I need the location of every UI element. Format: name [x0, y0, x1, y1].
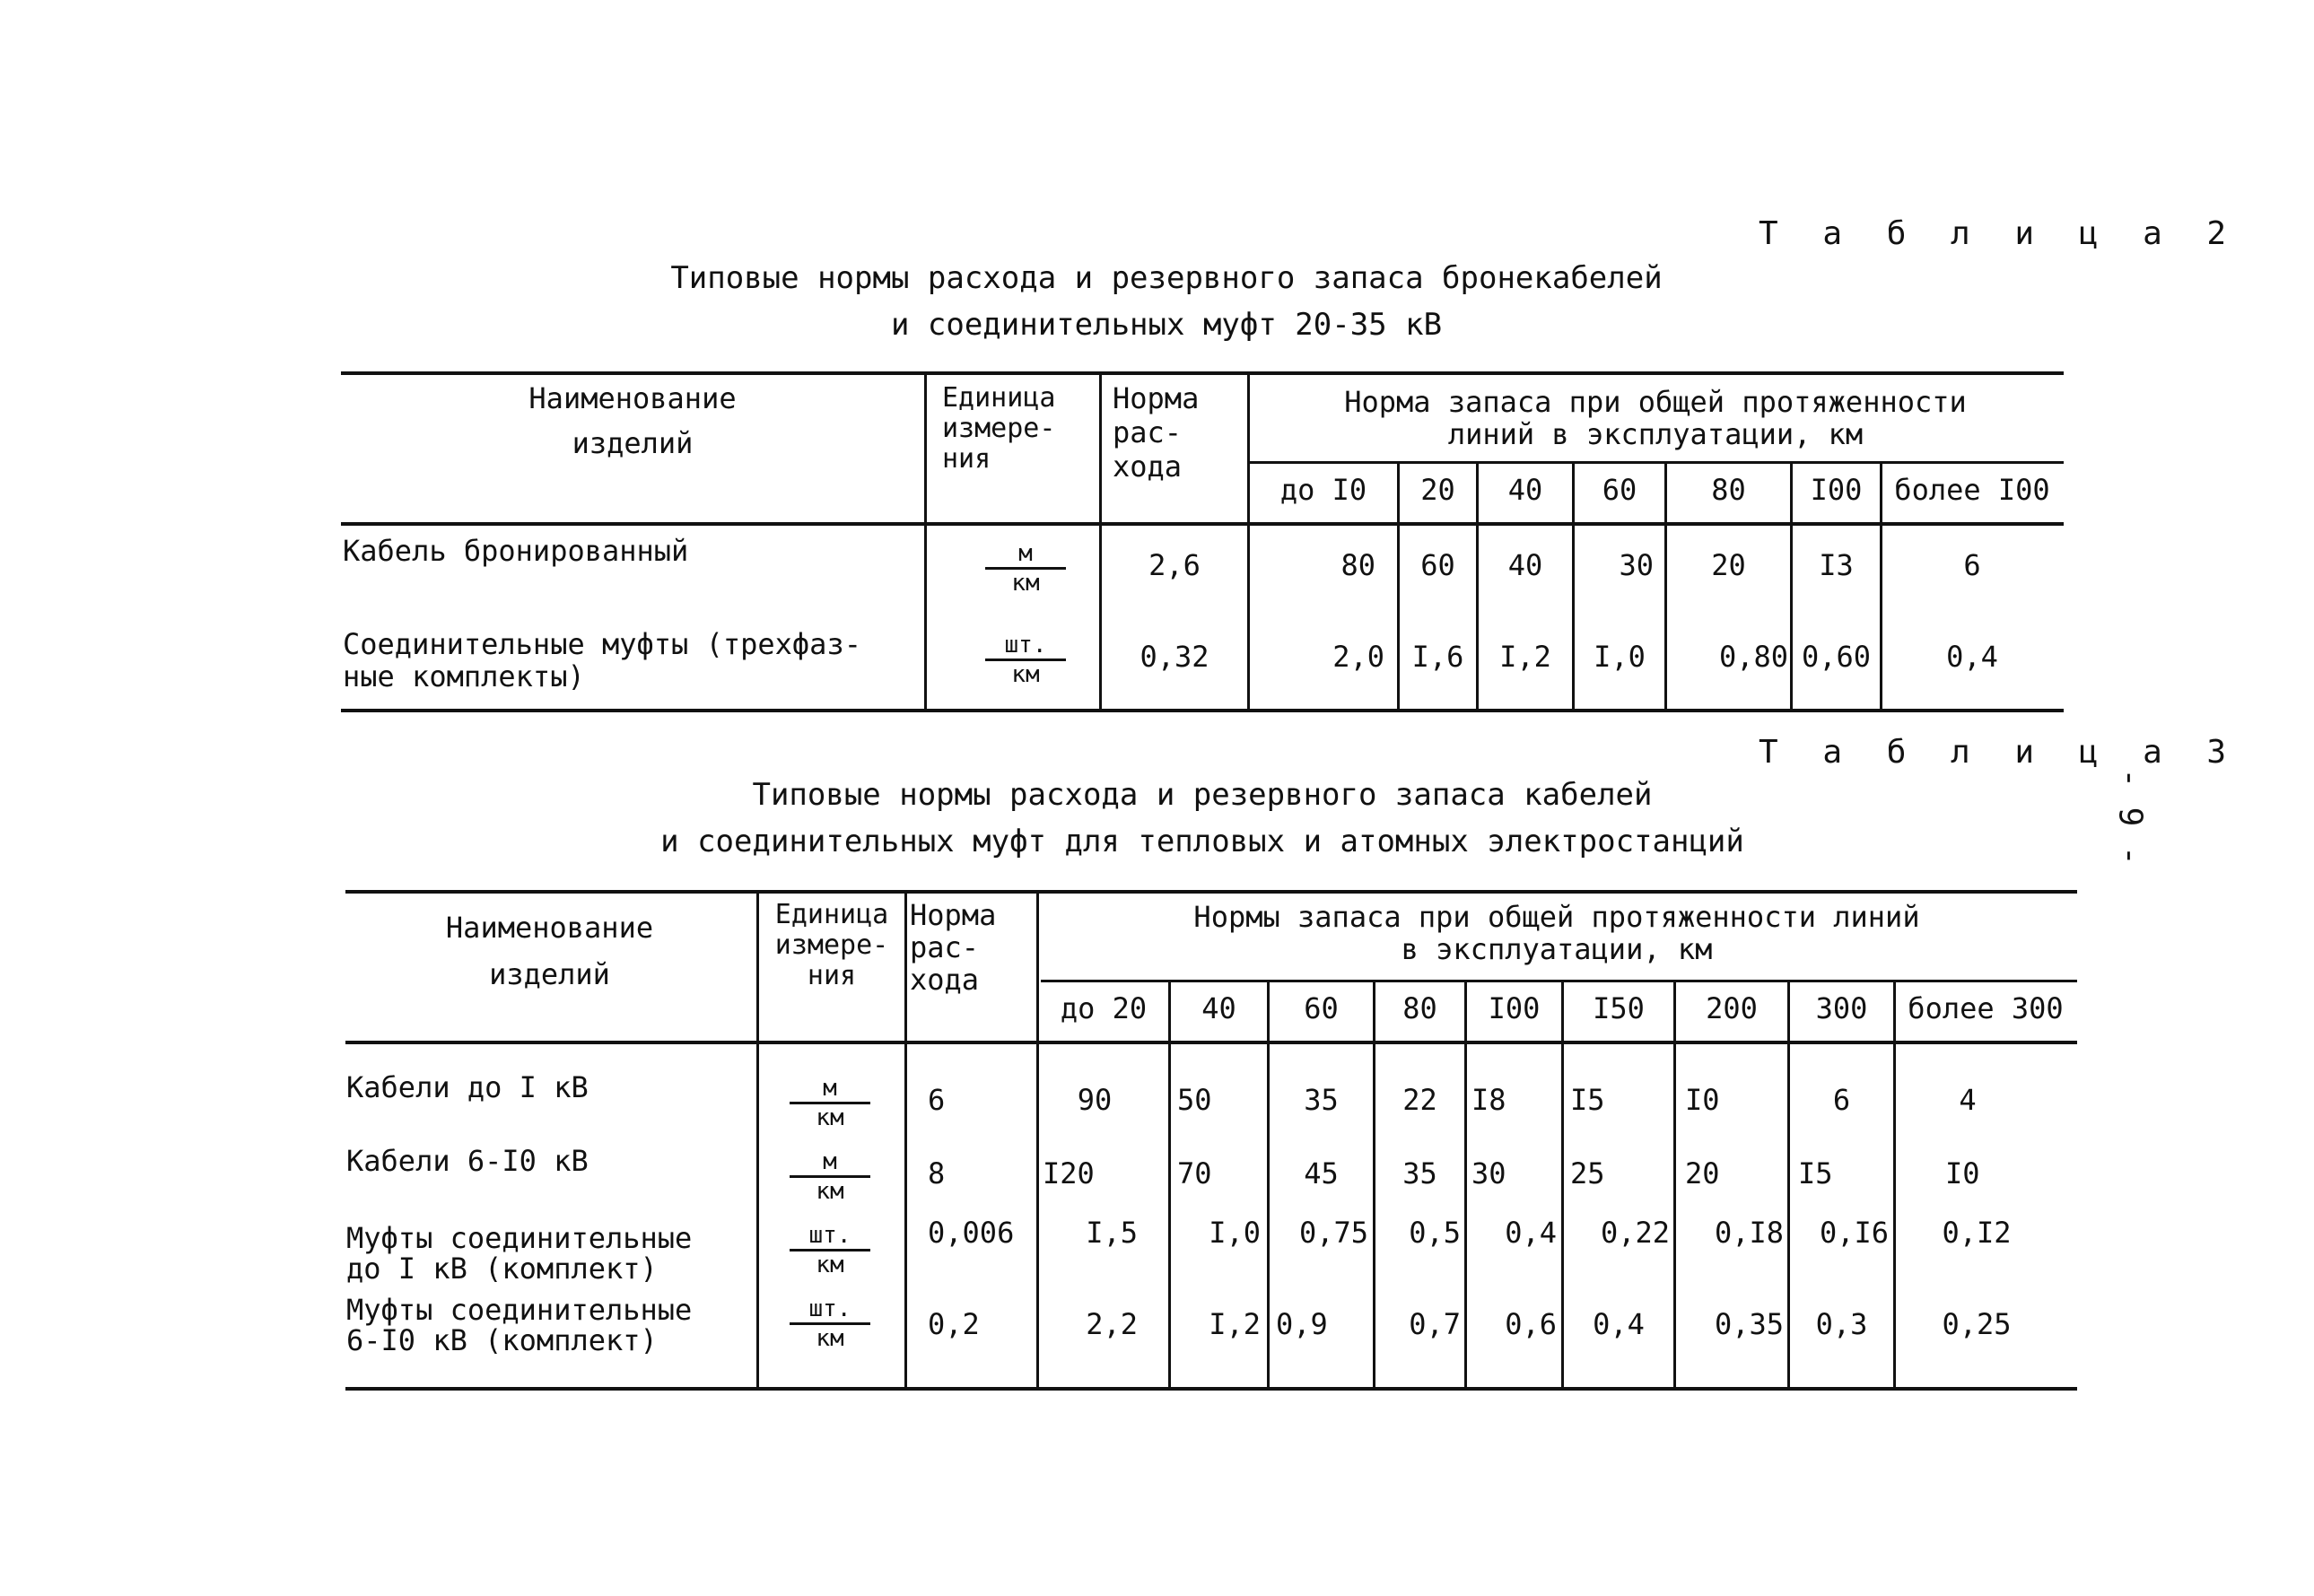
t2-header-name-1: Наименование [528, 381, 737, 415]
t3-col-1: 40 [1201, 991, 1236, 1025]
t3-row1-v0: 90 [1077, 1083, 1113, 1117]
t3-col-4: I00 [1488, 991, 1541, 1025]
t3-header-norm-2: рас- [910, 930, 980, 964]
t2-row1-v2: 40 [1507, 548, 1543, 582]
t3-row3-v8: 0,I2 [1942, 1216, 2012, 1250]
t3-row3-v6: 0,I8 [1714, 1216, 1784, 1250]
t3-header-unit-3: ния [807, 960, 857, 991]
t2-header-norm-3: хода [1113, 449, 1183, 484]
t3-row2-v5: 25 [1570, 1156, 1605, 1190]
t3-row4-v2: 0,9 [1276, 1307, 1328, 1341]
t3-row2-name: Кабели 6-I0 кВ [346, 1144, 589, 1178]
t3-row2-v8: I0 [1945, 1156, 1980, 1190]
t2-header-reserve-2: линий в эксплуатации, км [1447, 417, 1864, 451]
t3-row1-v1: 50 [1177, 1083, 1212, 1117]
t3-row4-v6: 0,35 [1714, 1307, 1784, 1341]
t3-row2-norm: 8 [928, 1156, 946, 1190]
t2-row1-v1: 60 [1420, 548, 1455, 582]
t3-header-norm-1: Норма [910, 898, 997, 932]
t3-row2-v6: 20 [1685, 1156, 1720, 1190]
table2-title-line2: и соединительных муфт 20-35 кВ [890, 307, 1443, 343]
t3-col-6: 200 [1706, 991, 1758, 1025]
t2-col-1: 20 [1420, 473, 1455, 507]
t3-row3-name-1: Муфты соединительные [346, 1221, 693, 1255]
t2-row2-v3: I,0 [1594, 640, 1646, 674]
t3-row3-name-2: до I кВ (комплект) [346, 1252, 658, 1286]
t3-row2-v0: I20 [1043, 1156, 1095, 1190]
t3-header-name-1: Наименование [445, 911, 654, 945]
t3-row2-v2: 45 [1304, 1156, 1339, 1190]
t2-row1-v4: 20 [1711, 548, 1746, 582]
t2-row1-v6: 6 [1963, 548, 1981, 582]
t2-header-norm-1: Норма [1113, 381, 1200, 415]
t2-header-unit-3: ния [942, 443, 991, 475]
t3-row3-v7: 0,I6 [1819, 1216, 1889, 1250]
t3-row4-v1: I,2 [1209, 1307, 1261, 1341]
t3-header-unit-2: измере- [774, 929, 889, 961]
t3-row1-name: Кабели до I кВ [346, 1070, 589, 1104]
t2-col-4: 80 [1711, 473, 1746, 507]
table3-title-line2: и соединительных муфт для тепловых и атомных электростанций [660, 824, 1744, 859]
t2-header-unit-1: Единица [942, 382, 1056, 414]
t2-col-5: I00 [1810, 473, 1863, 507]
t2-header-norm-2: рас- [1113, 415, 1183, 449]
t3-row3-unit: шт. км [790, 1224, 870, 1277]
t3-header-reserve-2: в эксплуатации, км [1401, 932, 1713, 966]
table2-title-line1: Типовые нормы расхода и резервного запаса бронекабелей [670, 260, 1663, 296]
t3-row1-v6: I0 [1685, 1083, 1720, 1117]
t3-col-3: 80 [1402, 991, 1437, 1025]
t2-row2-v5: 0,60 [1801, 640, 1872, 674]
t2-row2-name-2: ные комплекты) [343, 659, 585, 693]
t3-row3-v1: I,0 [1209, 1216, 1261, 1250]
t2-row2-v0: 2,0 [1332, 640, 1384, 674]
t3-row2-v7: I5 [1798, 1156, 1833, 1190]
t2-row2-v6: 0,4 [1946, 640, 1998, 674]
table2-label: Т а б л и ц а 2 [1759, 215, 2240, 252]
t3-col-7: 300 [1815, 991, 1868, 1025]
t3-row2-v1: 70 [1177, 1156, 1212, 1190]
t3-row1-v2: 35 [1304, 1083, 1339, 1117]
t3-row4-v5: 0,4 [1593, 1307, 1645, 1341]
table3-label: Т а б л и ц а 3 [1759, 734, 2240, 771]
t3-header-reserve-1: Нормы запаса при общей протяженности линий [1193, 900, 1920, 934]
t3-row3-norm: 0,006 [928, 1216, 1015, 1250]
t3-row3-v2: 0,75 [1298, 1216, 1368, 1250]
t2-row1-name: Кабель бронированный [343, 534, 689, 568]
t3-col-0: до 20 [1060, 991, 1148, 1025]
t3-header-norm-3: хода [910, 963, 980, 997]
t2-row2-unit: шт. км [985, 633, 1066, 686]
t3-row2-v4: 30 [1471, 1156, 1506, 1190]
t3-row1-v5: I5 [1570, 1083, 1605, 1117]
t2-row1-unit: м км [985, 542, 1066, 595]
t3-row3-v4: 0,4 [1505, 1216, 1557, 1250]
t3-col-5: I50 [1593, 991, 1645, 1025]
t2-row2-v1: I,6 [1411, 640, 1464, 674]
t2-header-unit-2: измере- [942, 413, 1056, 444]
t3-row4-name-1: Муфты соединительные [346, 1293, 693, 1327]
t3-row4-unit: шт. км [790, 1297, 870, 1350]
t3-row4-v4: 0,6 [1505, 1307, 1557, 1341]
t3-row3-v3: 0,5 [1409, 1216, 1461, 1250]
t3-row1-v3: 22 [1402, 1083, 1437, 1117]
t3-row4-name-2: 6-I0 кВ (комплект) [346, 1323, 658, 1357]
t3-row4-v8: 0,25 [1942, 1307, 2012, 1341]
t2-row2-v2: I,2 [1499, 640, 1551, 674]
t3-row2-v3: 35 [1402, 1156, 1437, 1190]
t2-row1-norm: 2,6 [1148, 548, 1201, 582]
t3-row4-v0: 2,2 [1086, 1307, 1138, 1341]
t3-col-8: более 300 [1908, 991, 2064, 1025]
t2-header-name-2: изделий [572, 426, 694, 460]
t3-header-name-2: изделий [489, 957, 610, 991]
t3-row1-v4: I8 [1471, 1083, 1506, 1117]
t3-row3-v5: 0,22 [1600, 1216, 1670, 1250]
t3-row1-v8: 4 [1959, 1083, 1977, 1117]
t2-col-3: 60 [1602, 473, 1637, 507]
t2-header-reserve-1: Норма запаса при общей протяженности [1344, 385, 1967, 419]
t3-row4-v7: 0,3 [1815, 1307, 1868, 1341]
t2-col-0: до I0 [1279, 473, 1367, 507]
t3-row4-norm: 0,2 [928, 1307, 980, 1341]
t3-row1-v7: 6 [1832, 1083, 1851, 1117]
t2-row2-v4: 0,80 [1718, 640, 1788, 674]
t3-row1-norm: 6 [928, 1083, 946, 1117]
t2-row1-v3: 30 [1619, 548, 1654, 582]
table3-title-line1: Типовые нормы расхода и резервного запаса кабелей [752, 777, 1653, 813]
t2-col-2: 40 [1507, 473, 1543, 507]
t3-col-2: 60 [1304, 991, 1339, 1025]
t3-row3-v0: I,5 [1086, 1216, 1138, 1250]
t3-header-unit-1: Единица [774, 899, 889, 930]
t3-row2-unit: м км [790, 1150, 870, 1203]
t2-row2-name-1: Соединительные муфты (трехфаз- [343, 627, 861, 661]
t3-row1-unit: м км [790, 1077, 870, 1129]
t3-row4-v3: 0,7 [1409, 1307, 1461, 1341]
t2-col-6: более I00 [1894, 473, 2050, 507]
t2-row2-norm: 0,32 [1140, 640, 1209, 674]
t2-row1-v0: 80 [1340, 548, 1375, 582]
t2-row1-v5: I3 [1819, 548, 1854, 582]
page-number: - 9 - [2111, 768, 2149, 866]
